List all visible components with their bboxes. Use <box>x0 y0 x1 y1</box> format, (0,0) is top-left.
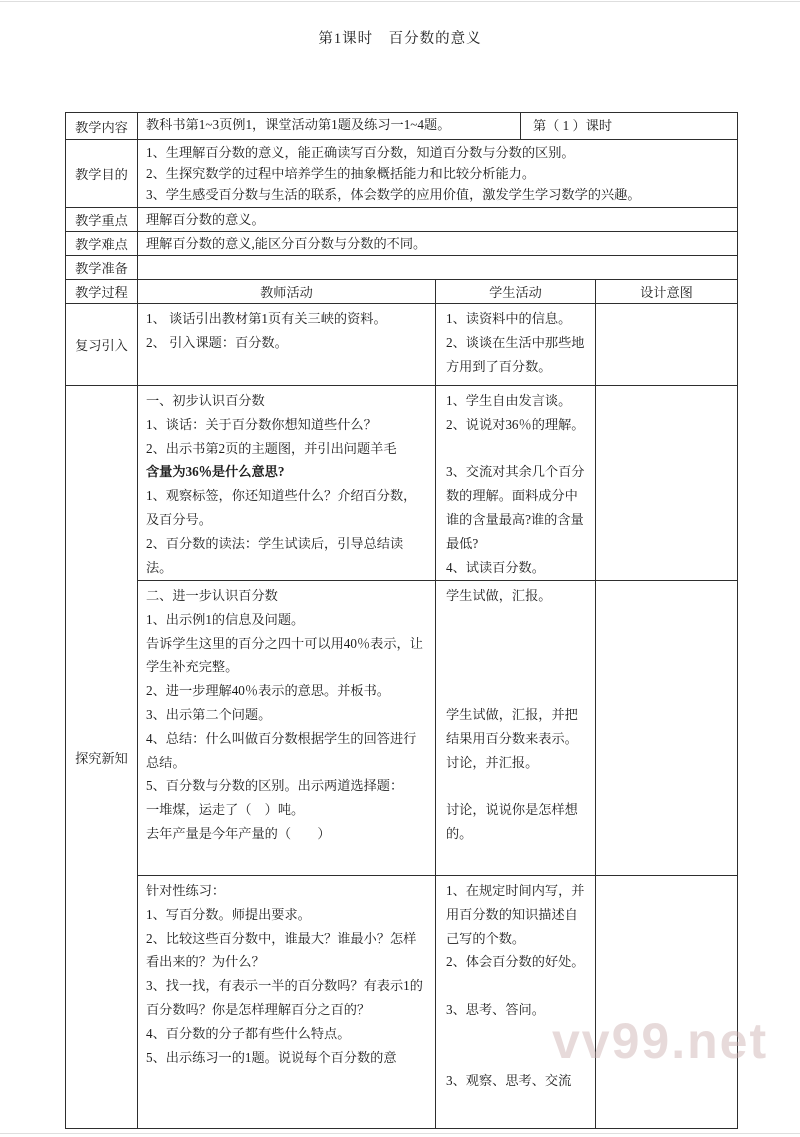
teaching-content-value: 教科书第1~3页例1，课堂活动第1题及练习一1~4题。 <box>138 113 521 140</box>
objective-line-1: 1、生理解百分数的意义，能正确读写百分数，知道百分数与分数的区别。 <box>146 145 575 160</box>
row-label-explore-new-knowledge: 探究新知 <box>66 386 138 1129</box>
objective-line-2: 2、生探究数学的过程中培养学生的抽象概括能力和比较分析能力。 <box>146 166 536 181</box>
teaching-focus-value: 理解百分数的意义。 <box>138 208 738 232</box>
row-label-teaching-content: 教学内容 <box>66 113 138 140</box>
page-top-edge <box>0 1 800 2</box>
teaching-objective-value <box>138 140 738 208</box>
table-row-teaching-difficulty <box>66 232 738 256</box>
explore1-student-activity-cell: 1、学生自由发言谈。 2、说说对36％的理解。 3、交流对其余几个百分数的理解。面料成分中谁的含量最高?谁的含量最低? 4、试读百分数。 <box>436 386 596 581</box>
explore-subrow-1 <box>138 386 738 581</box>
explore1-design-intent-cell <box>596 386 738 581</box>
table-row-explore-new-knowledge <box>66 386 738 1129</box>
objective-line-3: 3、学生感受百分数与生活的联系，体会数学的应用价值，激发学生学习数学的兴趣。 <box>146 187 641 202</box>
explore2-student-activity-cell: 学生试做，汇报。 学生试做，汇报，并把结果用百分数来表示。 讨论，并汇报。 讨论，说说你是怎样想的。 <box>436 581 596 876</box>
row-label-teaching-focus: 教学重点 <box>66 208 138 232</box>
row-label-review-intro: 复习引入 <box>66 304 138 386</box>
explore3-design-intent-cell <box>596 876 738 1129</box>
row-label-teaching-process: 教学过程 <box>66 280 138 304</box>
explore-subrows <box>138 386 738 1129</box>
page-title: 第1课时 百分数的意义 <box>318 31 482 47</box>
column-header-teacher-activity: 教师活动 <box>138 280 436 304</box>
column-header-design-intent: 设计意图 <box>596 280 738 304</box>
explore2-design-intent-cell <box>596 581 738 876</box>
explore1-teacher-activity-cell: 一、初步认识百分数 1、谈话：关于百分数你想知道些什么？ 2、出示书第2页的主题图，并引出问题羊毛 含量为36％是什么意思? 1、观察标签，你还知道些什么？介绍百分数，及百分号。 2、百分数的读法：学生试读后，引导总结读法。 <box>138 386 436 581</box>
page-bottom-edge <box>0 1133 800 1134</box>
table-row-process-header <box>66 280 738 304</box>
explore-subrow-2 <box>138 581 738 876</box>
teaching-preparation-value <box>138 256 738 280</box>
teaching-period-value: 第（ 1 ）课时 <box>521 113 738 140</box>
lesson-plan-table <box>65 112 738 1129</box>
table-row-teaching-preparation <box>66 256 738 280</box>
table-row-teaching-objective <box>66 140 738 208</box>
teaching-difficulty-value: 理解百分数的意义,能区分百分数与分数的不同。 <box>138 232 738 256</box>
column-header-student-activity: 学生活动 <box>436 280 596 304</box>
row-label-teaching-preparation: 教学准备 <box>66 256 138 280</box>
review-design-intent-cell <box>596 304 738 386</box>
review-teacher-activity-cell: 1、 谈话引出教材第1页有关三峡的资料。 2、 引入课题：百分数。 <box>138 304 436 386</box>
watermark: vv99.net <box>552 1013 769 1069</box>
explore-subrow-3 <box>138 876 738 1129</box>
row-label-teaching-objective: 教学目的 <box>66 140 138 208</box>
explore2-teacher-activity-cell: 二、进一步认识百分数 1、出示例1的信息及问题。 告诉学生这里的百分之四十可以用40％表示，让学生补充完整。 2、进一步理解40％表示的意思。并板书。 3、出示第二个问题。 4、总结：什么叫做百分数根据学生的回答进行总结。 5、百分数与分数的区别。出示两道选择题： 一堆煤，运走了（ ）吨。 去年产量是今年产量的（ ） <box>138 581 436 876</box>
explore3-student-activity-cell: 1、在规定时间内写，并用百分数的知识描述自己写的个数。 2、体会百分数的好处。 3、思考、答问。 3、观察、思考、交流 <box>436 876 596 1129</box>
review-student-activity-cell: 1、读资料中的信息。 2、谈谈在生活中那些地方用到了百分数。 <box>436 304 596 386</box>
explore3-teacher-activity-cell: 针对性练习： 1、写百分数。师提出要求。 2、比较这些百分数中，谁最大？谁最小？怎样看出来的？为什么？ 3、找一找，有表示一半的百分数吗？有表示1的百分数吗？你是怎样理解百分之百的？ 4、百分数的分子都有些什么特点。 5、出示练习一的1题。说说每个百分数的意 <box>138 876 436 1129</box>
table-row-teaching-content <box>66 113 738 140</box>
table-row-teaching-focus <box>66 208 738 232</box>
table-row-review-intro <box>66 304 738 386</box>
row-label-teaching-difficulty: 教学难点 <box>66 232 138 256</box>
